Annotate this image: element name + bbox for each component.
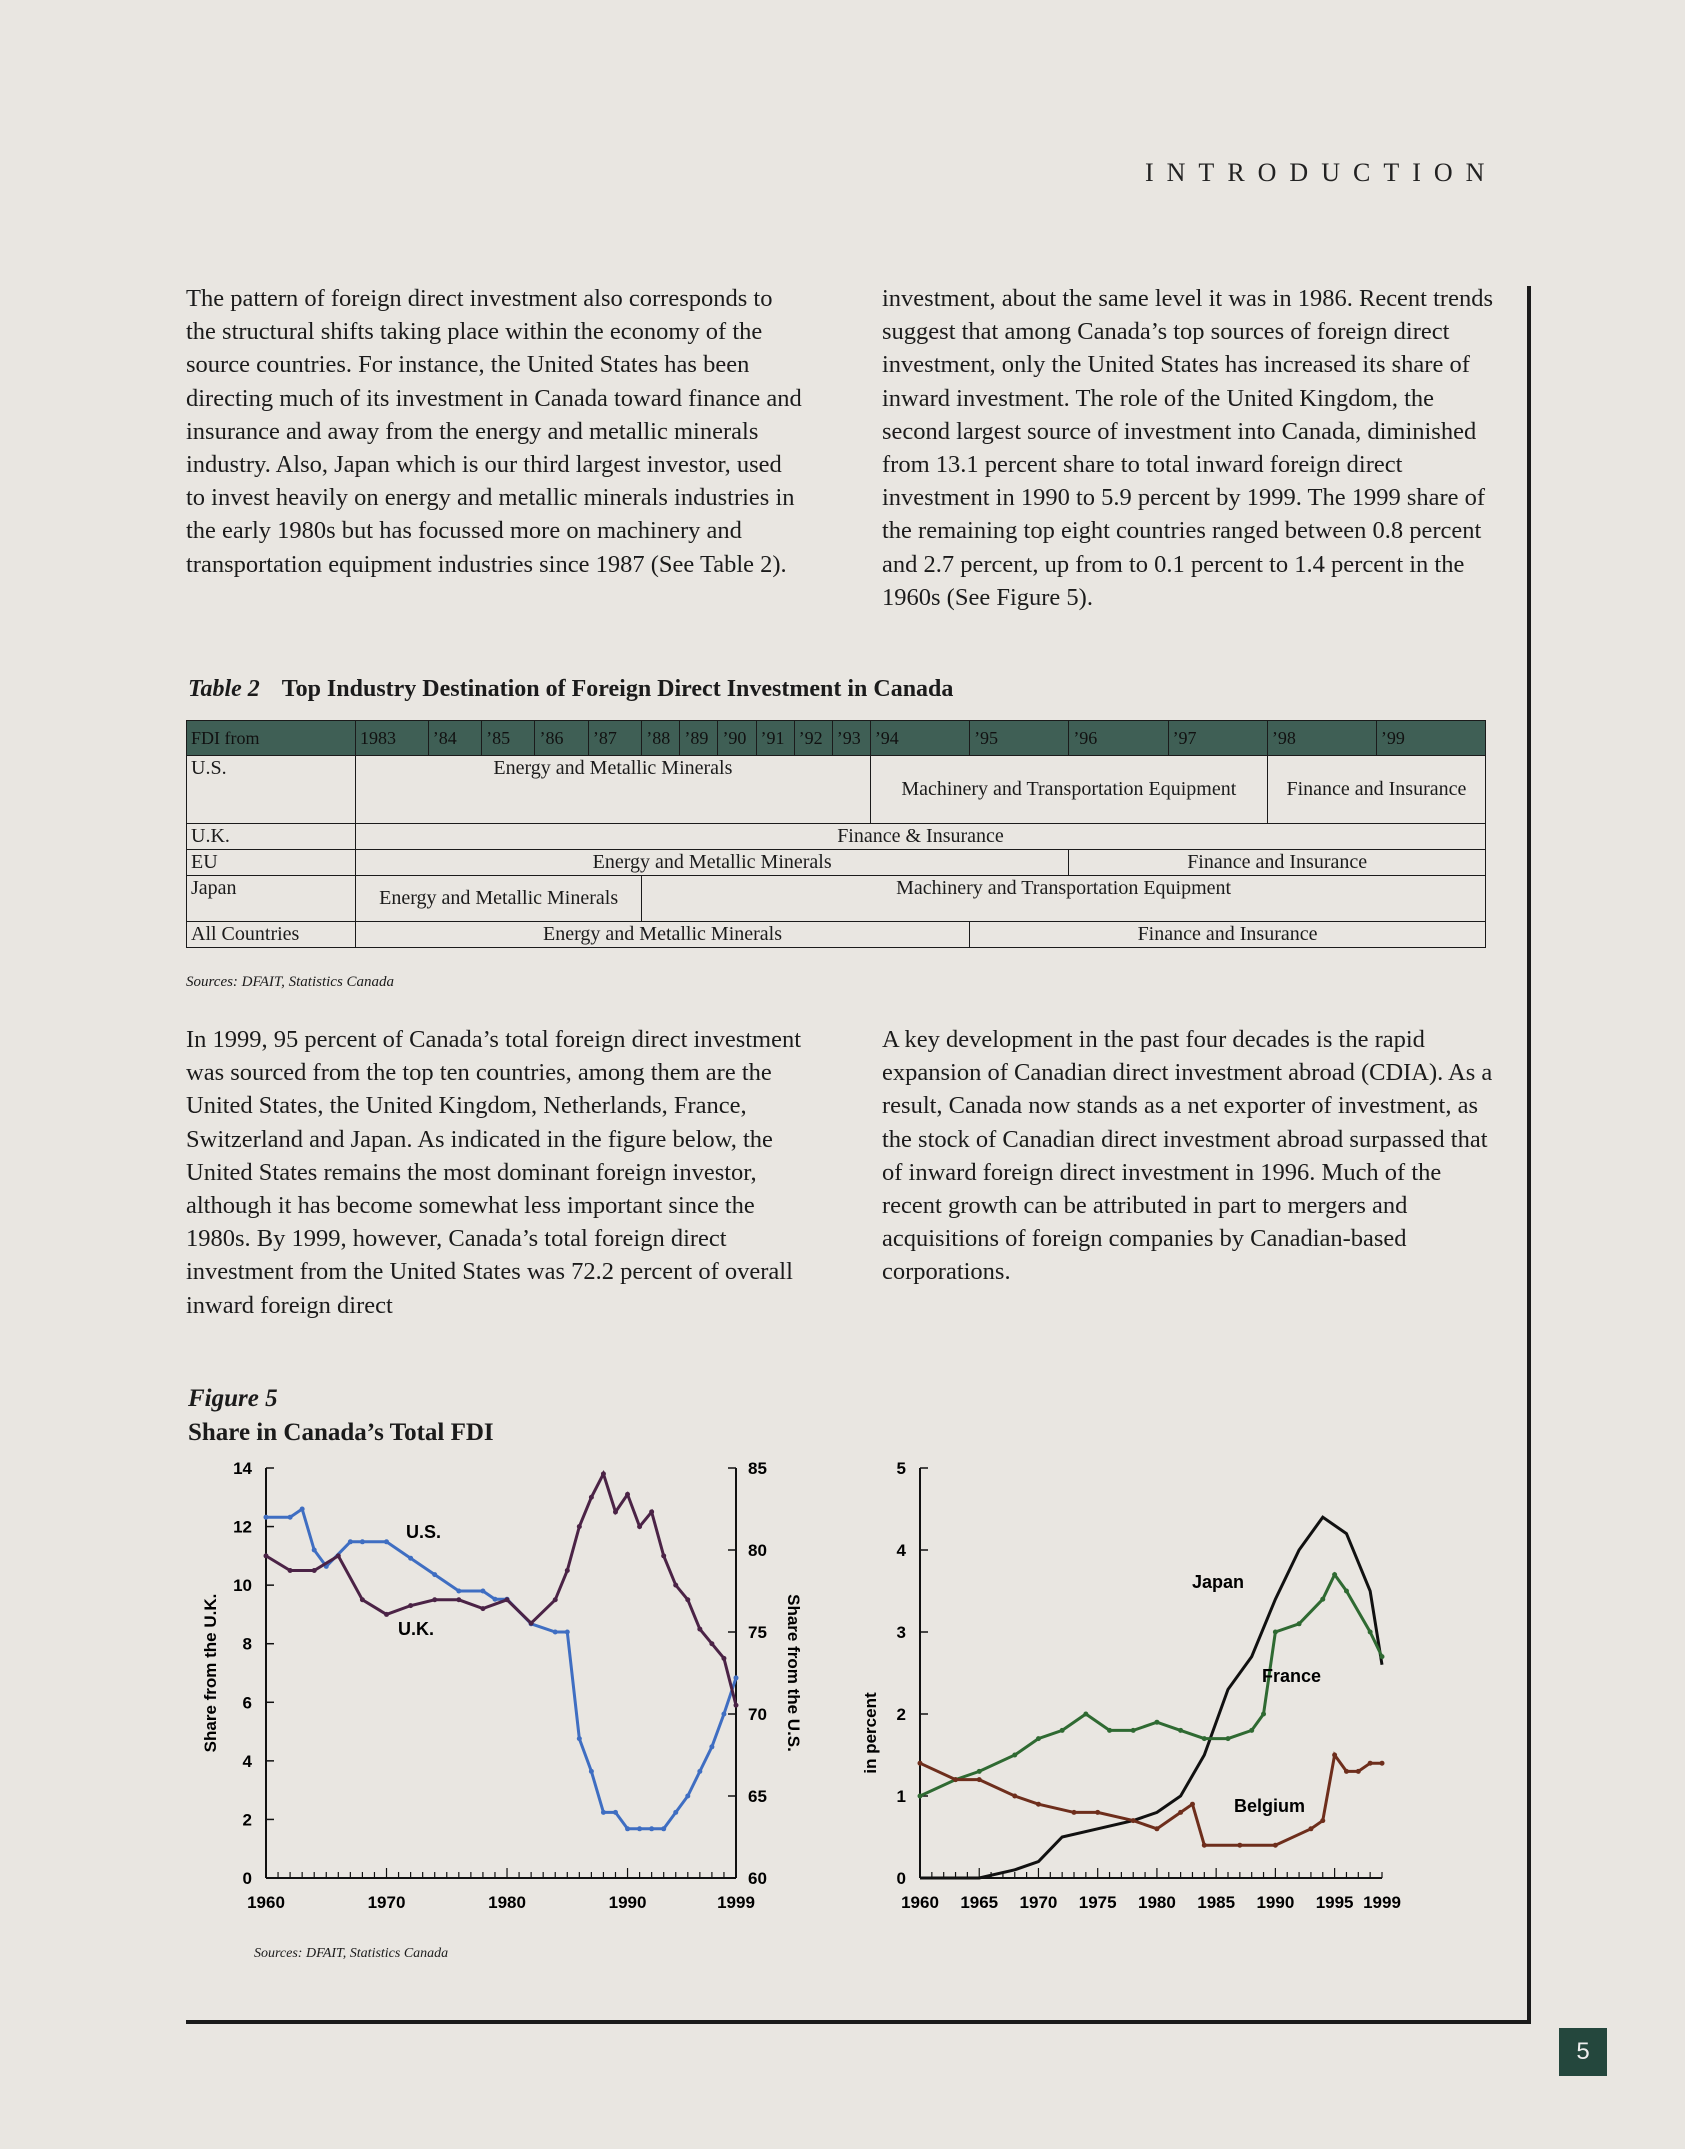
data-point (408, 1603, 413, 1608)
data-point (649, 1509, 654, 1514)
data-point (1273, 1843, 1278, 1848)
y-tick-label-right: 85 (748, 1459, 767, 1478)
chart-other-countries-share (852, 1450, 1422, 1930)
data-point (625, 1826, 630, 1831)
data-point (918, 1794, 923, 1799)
y-tick-label-right: 65 (748, 1787, 767, 1806)
y-tick-label-left: 0 (242, 1869, 252, 1888)
data-point (1332, 1572, 1337, 1577)
x-tick-label: 1975 (1078, 1893, 1117, 1912)
x-tick-label: 1980 (488, 1893, 526, 1912)
paragraph-top-right: investment, about the same level it was in 1986. Recent trends suggest that among Canada’s top sources of foreign direct investment, only the United States has increased its share of inward investment. The role of the United Kingdom, the second largest source of investment into Canada, diminished from 13.1 percent share to total inward foreign direct investment in 1990 to 5.9 percent by 1999. The 1999 share of the remaining top eight countries ranged between 0.8 percent and 2.7 percent, up from to 0.1 percent to 1.4 percent in the 1960s (See Figure 5). (882, 285, 1493, 611)
data-point (264, 1553, 269, 1558)
series-label-us: U.S. (406, 1522, 442, 1542)
data-point (1368, 1630, 1373, 1635)
data-point (734, 1675, 739, 1680)
data-point (1154, 1826, 1159, 1831)
data-point (685, 1794, 690, 1799)
table-label: Table 2 (188, 676, 260, 702)
data-point (565, 1568, 570, 1573)
data-point (408, 1556, 413, 1561)
table-cell: Energy and Metallic Minerals (356, 850, 1069, 876)
figure-title: Share in Canada’s Total FDI (188, 1419, 494, 1446)
data-point (553, 1630, 558, 1635)
figure-caption (188, 1382, 494, 1450)
y-tick-label-left: 6 (242, 1693, 252, 1713)
header-cell: ’89 (680, 721, 718, 756)
header-cell: ’94 (870, 721, 969, 756)
series-line-uk (266, 1474, 736, 1705)
data-point (577, 1524, 582, 1529)
table-cell: Finance & Insurance (356, 824, 1486, 850)
paragraph-top-left: The pattern of foreign direct investment also corresponds to the structural shifts taking place within the economy of the source countries. For instance, the United States has been directing much of its investment in Canada toward finance and insurance and away from the energy and metallic minerals industry. Also, Japan which is our third largest investor, used to invest heavily on energy and metallic minerals industries in the early 1980s but has focussed more on machinery and transportation equipment industries since 1987 (See Table 2). (186, 285, 802, 578)
data-point (360, 1539, 365, 1544)
data-point (637, 1826, 642, 1831)
data-point (709, 1744, 714, 1749)
data-point (1072, 1810, 1077, 1815)
data-point (577, 1736, 582, 1741)
header-cell: ’92 (794, 721, 832, 756)
data-point (348, 1539, 353, 1544)
data-point (661, 1826, 666, 1831)
data-point (1178, 1728, 1183, 1733)
table-title: Top Industry Destination of Foreign Direct Investment in Canada (281, 676, 954, 702)
table-cell: Energy and Metallic Minerals (356, 876, 642, 922)
data-point (1036, 1736, 1041, 1741)
paragraph-mid-left: In 1999, 95 percent of Canada’s total foreign direct investment was sourced from the top ten countries, among them are the United States, the United Kingdom, Netherlands, France, Switzerland and Japan. As indicated in the figure below, the United States remains the most dominant foreign investor, although it has become somewhat less important since the 1980s. By 1999, however, Canada’s total foreign direct investment from the United States was 72.2 percent of overall inward foreign direct (186, 1026, 802, 1319)
table-cell: Energy and Metallic Minerals (356, 756, 871, 824)
table-caption (188, 676, 953, 703)
y-tick-label-right: 70 (748, 1705, 767, 1724)
data-point (456, 1589, 461, 1594)
data-point (1202, 1736, 1207, 1741)
y-axis-title-right: Share from the U.S. (784, 1594, 803, 1752)
data-point (1261, 1712, 1266, 1717)
table-row (187, 850, 1486, 876)
data-point (709, 1641, 714, 1646)
data-point (529, 1621, 534, 1626)
data-point (384, 1612, 389, 1617)
data-point (601, 1810, 606, 1815)
x-tick-label: 1999 (717, 1893, 755, 1912)
x-tick-label: 1960 (247, 1893, 285, 1912)
data-point (492, 1597, 497, 1602)
y-tick-label-left: 4 (242, 1751, 252, 1771)
running-header: INTRODUCTION (1145, 158, 1498, 187)
header-cell: ’97 (1168, 721, 1267, 756)
data-point (697, 1627, 702, 1632)
data-point (1190, 1802, 1195, 1807)
vertical-rule (1527, 286, 1531, 2024)
data-point (360, 1597, 365, 1602)
header-cell: ’88 (642, 721, 680, 756)
data-point (288, 1515, 293, 1520)
data-point (1178, 1810, 1183, 1815)
y-tick-label-right: 60 (748, 1869, 767, 1888)
figure-label: Figure 5 (188, 1385, 278, 1412)
y-tick-label-right: 75 (748, 1623, 767, 1642)
data-point (918, 1761, 923, 1766)
table-row (187, 876, 1486, 922)
table-cell: Machinery and Transportation Equipment (870, 756, 1267, 824)
data-point (480, 1606, 485, 1611)
header-cell: ’85 (482, 721, 535, 756)
data-point (685, 1597, 690, 1602)
paragraph-mid-right: A key development in the past four decades is the rapid expansion of Canadian direct investment abroad (CDIA). As a result, Canada now stands as a net exporter of investment, as the stock of Canadian direct investment abroad surpassed that of inward foreign direct investment in 1996. Much of the recent growth can be attributed in part to mergers and acquisitions of foreign companies by Canadian-based corporations. (882, 1026, 1493, 1286)
data-point (1320, 1818, 1325, 1823)
data-point (336, 1553, 341, 1558)
x-tick-label: 1999 (1363, 1893, 1401, 1912)
data-point (264, 1515, 269, 1520)
row-label: U.K. (187, 824, 356, 850)
data-point (288, 1568, 293, 1573)
x-tick-label: 1990 (1256, 1893, 1295, 1912)
data-point (1154, 1720, 1159, 1725)
data-point (1380, 1761, 1385, 1766)
row-label: EU (187, 850, 356, 876)
y-tick-label-left: 14 (233, 1459, 252, 1478)
data-point (312, 1548, 317, 1553)
header-cell: ’84 (428, 721, 481, 756)
data-point (432, 1597, 437, 1602)
data-point (734, 1703, 739, 1708)
data-point (673, 1810, 678, 1815)
x-tick-label: 1980 (1138, 1893, 1176, 1912)
data-point (1131, 1818, 1136, 1823)
data-point (697, 1769, 702, 1774)
y-tick-label-left: 8 (242, 1634, 252, 1654)
data-point (1344, 1769, 1349, 1774)
data-point (456, 1597, 461, 1602)
data-point (589, 1495, 594, 1500)
data-point (505, 1597, 510, 1602)
data-point (1202, 1843, 1207, 1848)
data-point (1237, 1843, 1242, 1848)
data-point (1332, 1753, 1337, 1758)
data-point (432, 1572, 437, 1577)
data-point (1368, 1761, 1373, 1766)
y-tick-label-left: 10 (233, 1576, 252, 1596)
data-point (1131, 1728, 1136, 1733)
header-cell: ’90 (718, 721, 756, 756)
table-cell: Finance and Insurance (1267, 756, 1485, 824)
x-tick-label: 1970 (367, 1893, 406, 1912)
data-point (721, 1712, 726, 1717)
data-point (565, 1630, 570, 1635)
table-row (187, 824, 1486, 850)
data-point (601, 1471, 606, 1476)
data-point (1380, 1654, 1385, 1659)
chart-us-uk-share (186, 1450, 826, 1930)
header-cell: ’86 (535, 721, 588, 756)
horizontal-rule (186, 2020, 1531, 2024)
y-tick-label: 1 (896, 1787, 906, 1806)
y-axis-title: in percent (861, 1692, 880, 1774)
data-point (977, 1777, 982, 1782)
table-row (187, 756, 1486, 824)
table-cell: Energy and Metallic Minerals (356, 922, 970, 948)
data-point (977, 1769, 982, 1774)
table-cell: Machinery and Transportation Equipment (642, 876, 1486, 922)
x-tick-label: 1970 (1019, 1893, 1058, 1912)
x-tick-label: 1960 (901, 1893, 939, 1912)
data-point (1344, 1589, 1349, 1594)
data-point (1012, 1753, 1017, 1758)
data-point (673, 1583, 678, 1588)
table-row (187, 922, 1486, 948)
data-point (1036, 1802, 1041, 1807)
data-point (553, 1597, 558, 1602)
data-point (1095, 1810, 1100, 1815)
x-tick-label: 1990 (608, 1893, 647, 1912)
header-cell: FDI from (187, 721, 356, 756)
series-label-uk: U.K. (398, 1619, 434, 1639)
data-point (589, 1769, 594, 1774)
data-point (1308, 1826, 1313, 1831)
series-line-belgium (920, 1755, 1382, 1845)
fdi-destination-table (186, 720, 1486, 948)
y-axis-title-left: Share from the U.K. (201, 1593, 220, 1753)
row-label: All Countries (187, 922, 356, 948)
header-cell: ’87 (588, 721, 641, 756)
data-point (1012, 1794, 1017, 1799)
row-label: Japan (187, 876, 356, 922)
data-point (953, 1777, 958, 1782)
y-tick-label: 4 (896, 1541, 906, 1560)
data-point (661, 1553, 666, 1558)
header-cell: ’95 (970, 721, 1069, 756)
series-line-japan (920, 1517, 1382, 1878)
y-tick-label-right: 80 (748, 1541, 767, 1560)
header-cell: ’98 (1267, 721, 1376, 756)
series-label-belgium: Belgium (1234, 1796, 1306, 1816)
data-point (613, 1509, 618, 1514)
data-point (1356, 1769, 1361, 1774)
x-tick-label: 1965 (960, 1893, 999, 1912)
table-header-row (187, 721, 1486, 756)
y-tick-label: 0 (896, 1869, 906, 1888)
data-point (625, 1492, 630, 1497)
table-cell: Finance and Insurance (970, 922, 1486, 948)
page-number: 5 (1559, 2028, 1607, 2076)
data-point (1107, 1728, 1112, 1733)
y-tick-label: 5 (896, 1459, 906, 1478)
table-sources: Sources: DFAIT, Statistics Canada (186, 974, 395, 990)
row-label: U.S. (187, 756, 356, 824)
series-label-france: France (1262, 1666, 1322, 1686)
data-point (613, 1810, 618, 1815)
data-point (1060, 1728, 1065, 1733)
table-cell: Finance and Insurance (1069, 850, 1486, 876)
data-point (649, 1826, 654, 1831)
figure-sources: Sources: DFAIT, Statistics Canada (254, 1946, 449, 1961)
header-cell: ’91 (756, 721, 794, 756)
y-tick-label-left: 2 (242, 1810, 252, 1830)
y-tick-label-left: 12 (233, 1517, 252, 1537)
series-label-japan: Japan (1192, 1572, 1245, 1592)
x-tick-label: 1995 (1315, 1893, 1354, 1912)
data-point (1226, 1736, 1231, 1741)
y-tick-label: 3 (896, 1623, 906, 1642)
x-tick-label: 1985 (1197, 1893, 1236, 1912)
data-point (1297, 1621, 1302, 1626)
data-point (300, 1507, 305, 1512)
header-cell: 1983 (356, 721, 429, 756)
data-point (637, 1524, 642, 1529)
header-cell: ’96 (1069, 721, 1168, 756)
header-cell: ’93 (832, 721, 870, 756)
data-point (1083, 1712, 1088, 1717)
data-point (384, 1539, 389, 1544)
data-point (1273, 1630, 1278, 1635)
data-point (721, 1656, 726, 1661)
data-point (1320, 1597, 1325, 1602)
y-tick-label: 2 (896, 1705, 906, 1724)
data-point (312, 1568, 317, 1573)
data-point (480, 1589, 485, 1594)
data-point (1249, 1728, 1254, 1733)
header-cell: ’99 (1376, 721, 1485, 756)
